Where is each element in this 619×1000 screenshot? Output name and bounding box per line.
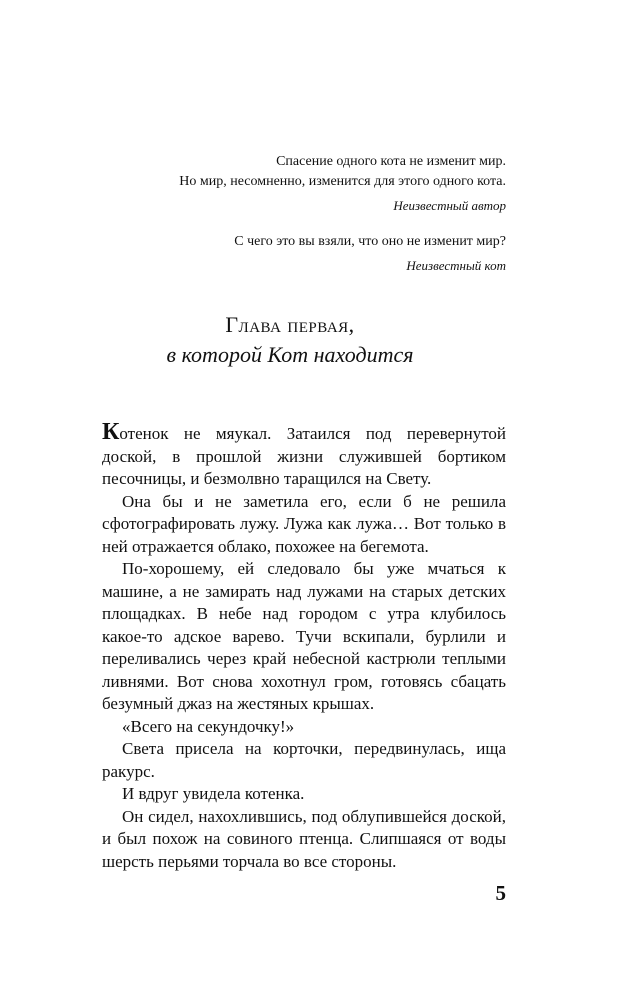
paragraph-text: отенок не мяукал. Затаился под перевернутой доской, в прошлой жизни служившей бортиком песочницы, и безмолвно таращился на Свету. <box>102 424 506 488</box>
chapter-subtitle: в которой Кот находится <box>166 342 414 367</box>
paragraph <box>102 419 506 491</box>
chapter-heading <box>90 310 490 370</box>
paragraph: Света присела на корточки, передвинулась, ища ракурс. <box>102 739 506 781</box>
epigraph-line: Спасение одного кота не изменит мир. <box>276 154 506 169</box>
epigraph-line: С чего это вы взяли, что оно не изменит мир? <box>234 234 506 249</box>
page-number: 5 <box>495 881 506 905</box>
paragraph: По-хорошему, ей следовало бы уже мчаться к машине, а не замирать над лужами на старых детских площадках. В небе над городом с утра клубилось какое-то адское варево. Тучи вскипали, бурлили и переливались через край небесной кастрюли теплыми ливнями. Вот снова хохотнул гром, готовясь сбацать безумный джаз на жестяных крышах. <box>102 559 506 713</box>
epigraph-line: Но мир, несомненно, изменится для этого одного кота. <box>179 174 506 189</box>
epigraph <box>120 232 506 276</box>
epigraph-author: Неизвестный кот <box>406 258 506 273</box>
body-text <box>102 419 506 873</box>
paragraph: И вдруг увидела котенка. <box>122 784 305 803</box>
epigraph-author: Неизвестный автор <box>393 198 506 213</box>
paragraph: Она бы и не заметила его, если б не решила сфотографировать лужу. Лужа как лужа… Вот только в ней отражается облако, похожее на бегемота. <box>102 491 506 556</box>
drop-cap: К <box>102 419 120 445</box>
paragraph: Он сидел, нахохлившись, под облупившейся доской, и был похож на совиного птенца. Слипшаяся от воды шерсть перьями торчала во все стороны. <box>102 806 506 871</box>
chapter-title: Глава первая, <box>225 312 355 337</box>
epigraphs <box>120 152 506 292</box>
paragraph: «Всего на секундочку!» <box>122 716 295 736</box>
epigraph <box>120 152 506 216</box>
